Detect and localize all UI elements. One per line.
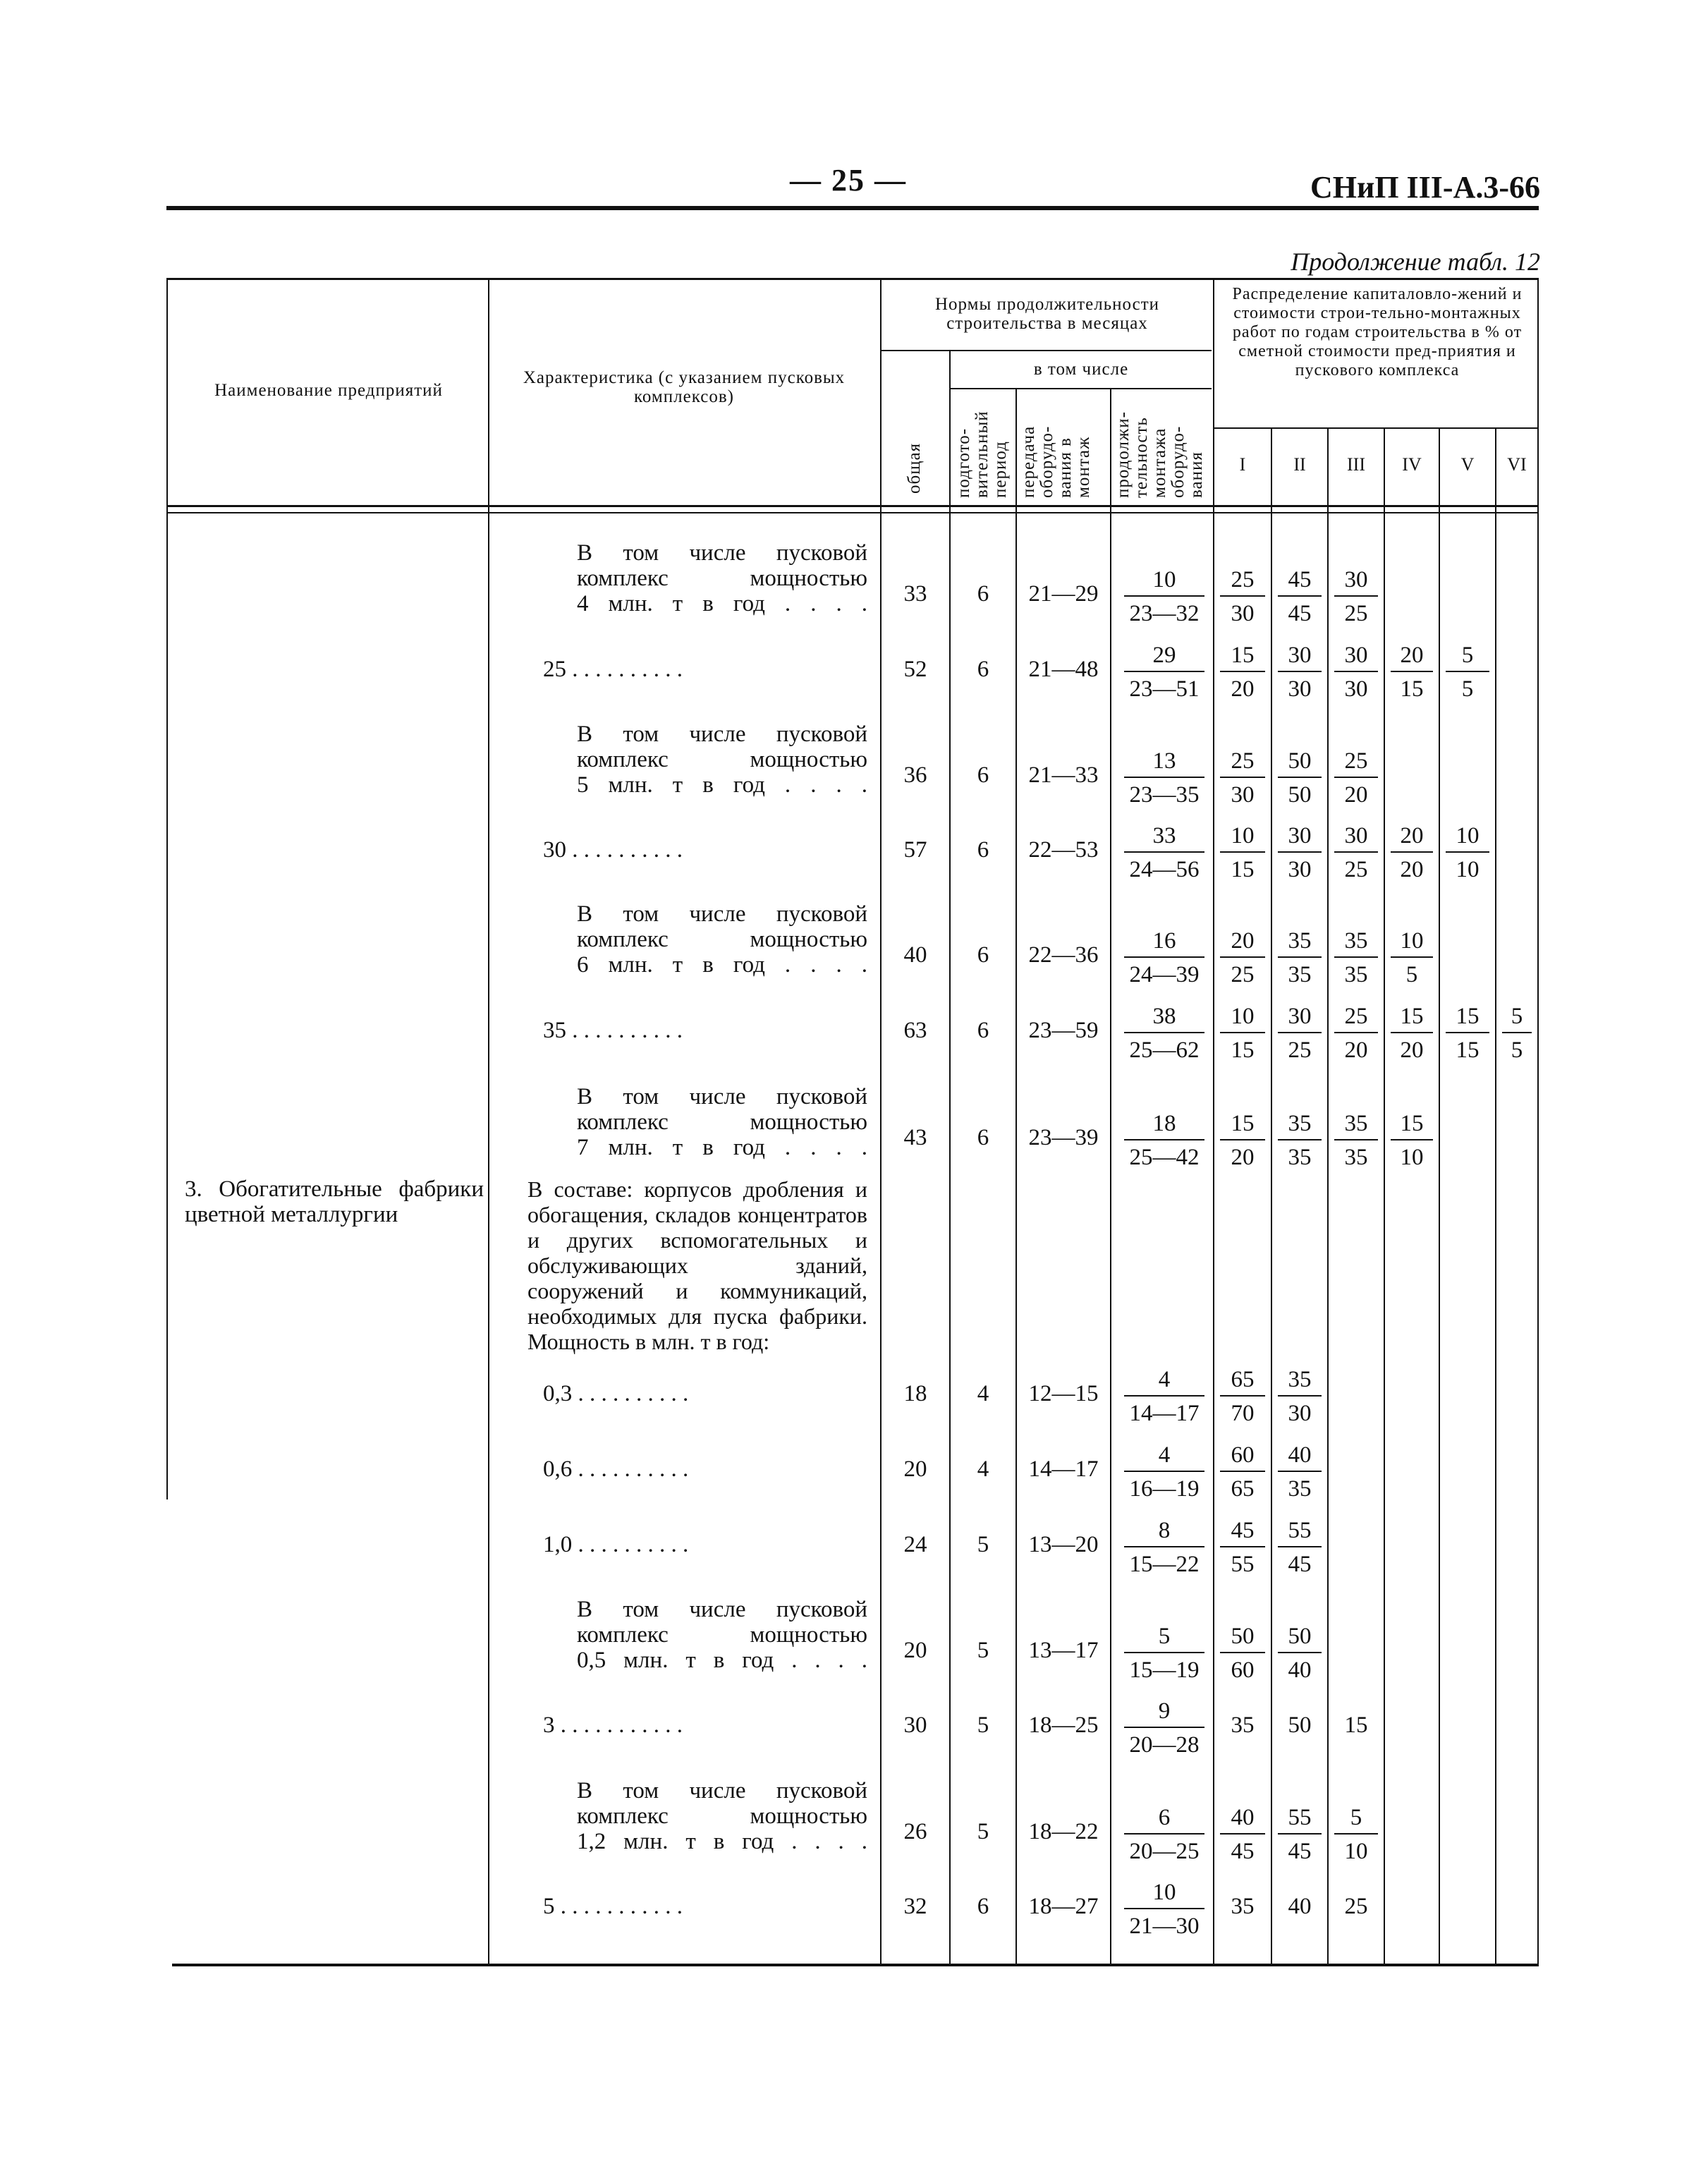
year-4-fraction — [1388, 640, 1436, 703]
year-2-plant: 50 — [1278, 1621, 1322, 1653]
year-2-plant: 35 — [1278, 925, 1322, 958]
transfer-value: 18—27 — [1028, 1894, 1099, 1919]
install-numerator: 29 — [1124, 640, 1204, 672]
header-transfer: передача оборудо-вания в монтаж — [1019, 425, 1093, 498]
year-5-fraction — [1443, 1001, 1492, 1064]
install-fraction — [1121, 1696, 1207, 1759]
year-2-value: 40 — [1288, 1894, 1312, 1919]
row-label: 1,0 . . . . . . . . . . — [543, 1532, 689, 1557]
total-value: 33 — [903, 581, 927, 607]
col-line-right — [1537, 279, 1539, 1966]
total-value: 30 — [903, 1712, 927, 1738]
install-fraction — [1121, 746, 1207, 809]
transfer-value: 14—17 — [1028, 1456, 1099, 1482]
header-rule — [166, 206, 1539, 210]
row-label-line: 6 млн. т в год . . . . — [577, 952, 867, 978]
year-2-plant: 30 — [1278, 1001, 1322, 1033]
year-4-plant: 20 — [1391, 820, 1433, 853]
distribution-sub-rule — [1214, 427, 1539, 429]
year-2-fraction — [1275, 1802, 1324, 1866]
prep-value: 6 — [977, 1125, 989, 1150]
year-1-plant: 60 — [1220, 1440, 1265, 1472]
year-4-plant: 10 — [1391, 925, 1433, 958]
transfer-value: 12—15 — [1028, 1381, 1099, 1406]
install-denominator: 15—19 — [1129, 1657, 1200, 1683]
including-sub-rule — [949, 388, 1212, 389]
col-line-transfer — [1110, 389, 1111, 1966]
row-label-line: 7 млн. т в год . . . . — [577, 1135, 867, 1160]
year-3-fraction — [1331, 1108, 1381, 1172]
year-1-complex: 65 — [1231, 1476, 1255, 1502]
page-number: — 25 — — [790, 163, 907, 197]
row-label-line: 1,2 млн. т в год . . . . — [577, 1829, 867, 1854]
year-1-fraction — [1217, 1108, 1268, 1172]
year-3-plant: 30 — [1334, 820, 1378, 853]
header-year-4: IV — [1402, 454, 1422, 475]
row-label-line: 0,5 млн. т в год . . . . — [577, 1648, 867, 1673]
install-denominator: 23—32 — [1129, 601, 1200, 626]
year-1-value: 35 — [1231, 1712, 1255, 1738]
install-numerator: 33 — [1124, 820, 1204, 853]
year-2-plant: 30 — [1278, 640, 1322, 672]
install-fraction — [1121, 1621, 1207, 1684]
year-3-fraction — [1331, 640, 1381, 703]
year-5-plant: 15 — [1446, 1001, 1489, 1033]
transfer-value: 21—48 — [1028, 657, 1099, 682]
install-denominator: 20—28 — [1129, 1732, 1200, 1758]
install-denominator: 24—39 — [1129, 962, 1200, 987]
year-3-fraction — [1331, 564, 1381, 628]
install-fraction — [1121, 925, 1207, 989]
header-norms: Нормы продолжительности строительства в месяцах — [934, 295, 1160, 333]
year-3-fraction — [1331, 1001, 1381, 1064]
row-label — [577, 1597, 867, 1673]
year-5-complex: 5 — [1461, 676, 1474, 702]
year-2-complex: 30 — [1288, 1401, 1312, 1426]
year-1-complex: 60 — [1231, 1657, 1255, 1683]
row-label-line: В том числе пусковой — [577, 901, 867, 927]
total-value: 18 — [903, 1381, 927, 1406]
year-1-complex: 30 — [1231, 601, 1255, 626]
transfer-value: 13—20 — [1028, 1532, 1099, 1557]
year-3-value: 25 — [1344, 1894, 1368, 1919]
year-3-plant: 30 — [1334, 640, 1378, 672]
year-1-plant: 45 — [1220, 1515, 1265, 1547]
year-6-complex: 5 — [1511, 1038, 1523, 1063]
total-value: 52 — [903, 657, 927, 682]
year-2-complex: 30 — [1288, 676, 1312, 702]
transfer-value: 18—25 — [1028, 1712, 1099, 1738]
year-2-plant: 35 — [1278, 1364, 1322, 1397]
year-1-complex: 15 — [1231, 1038, 1255, 1063]
section-3-name: 3. Обогатительные фабрики цветной металлургии — [185, 1176, 484, 1227]
install-denominator: 20—25 — [1129, 1839, 1200, 1864]
year-2-plant: 40 — [1278, 1440, 1322, 1472]
year-1-value: 35 — [1231, 1894, 1255, 1919]
install-numerator: 5 — [1124, 1621, 1204, 1653]
year-1-complex: 15 — [1231, 857, 1255, 882]
total-value: 43 — [903, 1125, 927, 1150]
prep-value: 4 — [977, 1456, 989, 1482]
year-4-fraction — [1388, 1108, 1436, 1172]
year-2-fraction — [1275, 1108, 1324, 1172]
total-value: 36 — [903, 762, 927, 788]
year-1-plant: 40 — [1220, 1802, 1265, 1835]
row-label-line: В том числе пусковой — [577, 1778, 867, 1803]
header-year-5: V — [1460, 454, 1475, 475]
prep-value: 6 — [977, 762, 989, 788]
install-fraction — [1121, 1877, 1207, 1940]
row-label-line: комплекс мощностью — [577, 566, 867, 591]
header-year-1: I — [1239, 454, 1246, 475]
header-characteristic: Характеристика (с указанием пусковых комплексов) — [523, 368, 846, 406]
transfer-value: 21—29 — [1028, 581, 1099, 607]
transfer-value: 18—22 — [1028, 1819, 1099, 1844]
year-1-plant: 10 — [1220, 1001, 1265, 1033]
year-4-fraction — [1388, 925, 1436, 989]
install-numerator: 4 — [1124, 1440, 1204, 1472]
year-2-complex: 35 — [1288, 1476, 1312, 1502]
row-label: 25 . . . . . . . . . . — [543, 657, 683, 682]
year-2-plant: 55 — [1278, 1802, 1322, 1835]
year-3-complex: 25 — [1344, 601, 1368, 626]
year-2-fraction — [1275, 1621, 1324, 1684]
year-3-fraction — [1331, 1802, 1381, 1866]
row-label — [577, 1084, 867, 1160]
row-label-line: комплекс мощностью — [577, 1109, 867, 1135]
year-5-plant: 10 — [1446, 820, 1489, 853]
row-label — [577, 901, 867, 978]
total-value: 20 — [903, 1456, 927, 1482]
year-1-fraction — [1217, 1001, 1268, 1064]
table-bottom-rule — [172, 1964, 1539, 1966]
prep-value: 6 — [977, 657, 989, 682]
header-distribution: Распределение капиталовло-жений и стоимости строи-тельно-монтажных работ по годам строительства в % от сметной стоимости пред-приятия и пускового комплекса — [1232, 285, 1523, 379]
year-3-plant: 25 — [1334, 1001, 1378, 1033]
year-4-complex: 15 — [1400, 676, 1424, 702]
install-numerator: 10 — [1124, 564, 1204, 597]
year-5-complex: 10 — [1456, 857, 1480, 882]
year-3-plant: 30 — [1334, 564, 1378, 597]
col-line-left — [166, 279, 168, 1499]
transfer-value: 21—33 — [1028, 762, 1099, 788]
year-2-complex: 45 — [1288, 1839, 1312, 1864]
year-1-fraction — [1217, 1440, 1268, 1503]
year-2-fraction — [1275, 925, 1324, 989]
install-denominator: 14—17 — [1129, 1401, 1200, 1426]
year-1-plant: 25 — [1220, 564, 1265, 597]
install-denominator: 25—62 — [1129, 1038, 1200, 1063]
year-1-fraction — [1217, 925, 1268, 989]
install-fraction — [1121, 1515, 1207, 1578]
year-1-fraction — [1217, 1621, 1268, 1684]
year-1-fraction — [1217, 746, 1268, 809]
year-1-fraction — [1217, 564, 1268, 628]
transfer-value: 23—59 — [1028, 1018, 1099, 1043]
install-numerator: 9 — [1124, 1696, 1204, 1728]
install-denominator: 25—42 — [1129, 1145, 1200, 1170]
row-label-line: 5 млн. т в год . . . . — [577, 772, 867, 798]
row-label: 5 . . . . . . . . . . . — [543, 1894, 683, 1919]
header-total: общая — [905, 442, 924, 494]
year-2-complex: 30 — [1288, 857, 1312, 882]
row-label: 35 . . . . . . . . . . — [543, 1018, 683, 1043]
install-denominator: 15—22 — [1129, 1552, 1200, 1577]
year-3-fraction — [1331, 925, 1381, 989]
transfer-value: 22—53 — [1028, 837, 1099, 863]
year-2-fraction — [1275, 640, 1324, 703]
year-1-complex: 25 — [1231, 962, 1255, 987]
install-numerator: 13 — [1124, 746, 1204, 778]
year-1-fraction — [1217, 1802, 1268, 1866]
year-1-complex: 20 — [1231, 676, 1255, 702]
transfer-value: 23—39 — [1028, 1125, 1099, 1150]
year-2-complex: 50 — [1288, 782, 1312, 808]
document-code: СНиП III-А.3-66 — [1310, 170, 1540, 205]
year-2-complex: 45 — [1288, 601, 1312, 626]
header-including: в том числе — [1033, 360, 1129, 379]
year-1-complex: 55 — [1231, 1552, 1255, 1577]
body-top-rule — [166, 512, 1539, 513]
install-denominator: 23—35 — [1129, 782, 1200, 808]
install-fraction — [1121, 1440, 1207, 1503]
install-numerator: 6 — [1124, 1802, 1204, 1835]
year-1-plant: 50 — [1220, 1621, 1265, 1653]
year-2-complex: 35 — [1288, 1145, 1312, 1170]
row-label: 30 . . . . . . . . . . — [543, 837, 683, 863]
header-install: продолжи-тельность монтажа оборудо-вания — [1114, 410, 1206, 498]
col-line-name — [488, 279, 489, 1966]
year-4-plant: 20 — [1391, 640, 1433, 672]
install-numerator: 8 — [1124, 1515, 1204, 1547]
row-label-line: комплекс мощностью — [577, 1803, 867, 1829]
year-1-plant: 65 — [1220, 1364, 1265, 1397]
install-fraction — [1121, 1108, 1207, 1172]
year-3-complex: 20 — [1344, 782, 1368, 808]
year-4-complex: 5 — [1405, 962, 1418, 987]
year-2-plant: 50 — [1278, 746, 1322, 778]
table-top-rule — [166, 278, 1539, 280]
year-4-complex: 10 — [1400, 1145, 1424, 1170]
year-3-fraction — [1331, 820, 1381, 884]
year-1-complex: 45 — [1231, 1839, 1255, 1864]
install-numerator: 16 — [1124, 925, 1204, 958]
year-3-plant: 35 — [1334, 1108, 1378, 1140]
year-2-plant: 30 — [1278, 820, 1322, 853]
year-2-complex: 35 — [1288, 962, 1312, 987]
install-denominator: 23—51 — [1129, 676, 1200, 702]
total-value: 57 — [903, 837, 927, 863]
year-3-complex: 30 — [1344, 676, 1368, 702]
install-fraction — [1121, 564, 1207, 628]
row-label-line: комплекс мощностью — [577, 1622, 867, 1648]
year-3-complex: 10 — [1344, 1839, 1368, 1864]
total-value: 20 — [903, 1638, 927, 1663]
year-3-complex: 20 — [1344, 1038, 1368, 1063]
year-1-plant: 20 — [1220, 925, 1265, 958]
total-value: 32 — [903, 1894, 927, 1919]
year-3-plant: 35 — [1334, 925, 1378, 958]
norms-sub-rule — [880, 350, 1212, 351]
header-bottom-rule — [166, 505, 1539, 507]
year-1-plant: 25 — [1220, 746, 1265, 778]
year-2-fraction — [1275, 1440, 1324, 1503]
prep-value: 6 — [977, 581, 989, 607]
row-label: 0,6 . . . . . . . . . . — [543, 1456, 689, 1482]
prep-value: 5 — [977, 1819, 989, 1844]
year-2-plant: 35 — [1278, 1108, 1322, 1140]
year-5-fraction — [1443, 640, 1492, 703]
year-3-plant: 25 — [1334, 746, 1378, 778]
year-2-fraction — [1275, 1364, 1324, 1428]
year-6-plant: 5 — [1502, 1001, 1532, 1033]
header-year-6: VI — [1507, 454, 1527, 475]
prep-value: 6 — [977, 942, 989, 968]
year-3-complex: 35 — [1344, 1145, 1368, 1170]
col-line-y3 — [1384, 427, 1385, 1966]
total-value: 26 — [903, 1819, 927, 1844]
prep-value: 5 — [977, 1712, 989, 1738]
row-label-line: В том числе пусковой — [577, 1597, 867, 1622]
year-2-fraction — [1275, 1001, 1324, 1064]
year-6-fraction — [1499, 1001, 1535, 1064]
year-1-complex: 20 — [1231, 1145, 1255, 1170]
year-2-fraction — [1275, 564, 1324, 628]
year-2-value: 50 — [1288, 1712, 1312, 1738]
prep-value: 6 — [977, 1018, 989, 1043]
year-4-plant: 15 — [1391, 1001, 1433, 1033]
row-label — [577, 722, 867, 798]
row-label: 3 . . . . . . . . . . . — [543, 1712, 683, 1738]
year-2-complex: 45 — [1288, 1552, 1312, 1577]
year-4-complex: 20 — [1400, 857, 1424, 882]
install-fraction — [1121, 640, 1207, 703]
year-2-plant: 45 — [1278, 564, 1322, 597]
year-5-plant: 5 — [1446, 640, 1489, 672]
row-label-line: комплекс мощностью — [577, 927, 867, 952]
install-numerator: 10 — [1124, 1877, 1204, 1909]
year-4-complex: 20 — [1400, 1038, 1424, 1063]
header-name: Наименование предприятий — [214, 381, 443, 400]
year-3-fraction — [1331, 746, 1381, 809]
row-label-line: 4 млн. т в год . . . . — [577, 591, 867, 616]
year-1-plant: 15 — [1220, 640, 1265, 672]
row-label — [577, 1778, 867, 1854]
col-line-y4 — [1439, 427, 1440, 1966]
prep-value: 6 — [977, 837, 989, 863]
year-5-fraction — [1443, 820, 1492, 884]
col-line-y5 — [1495, 427, 1496, 1966]
row-label — [577, 540, 867, 616]
install-fraction — [1121, 820, 1207, 884]
row-label-line: комплекс мощностью — [577, 747, 867, 772]
total-value: 24 — [903, 1532, 927, 1557]
install-numerator: 38 — [1124, 1001, 1204, 1033]
prep-value: 6 — [977, 1894, 989, 1919]
section-3-description: В составе: корпусов дробления и обогащения, складов концентратов и других вспомогательных и обслуживающих зданий, сооружений и коммуникаций, необходимых для пуска фабрики. Мощность в млн. т в год: — [527, 1176, 867, 1354]
install-fraction — [1121, 1802, 1207, 1866]
install-numerator: 18 — [1124, 1108, 1204, 1140]
year-2-complex: 40 — [1288, 1657, 1312, 1683]
year-2-plant: 55 — [1278, 1515, 1322, 1547]
table-continuation-label: Продолжение табл. 12 — [1291, 248, 1540, 276]
year-2-fraction — [1275, 1515, 1324, 1578]
year-2-fraction — [1275, 820, 1324, 884]
year-5-complex: 15 — [1456, 1038, 1480, 1063]
year-1-complex: 70 — [1231, 1401, 1255, 1426]
prep-value: 5 — [977, 1638, 989, 1663]
year-1-fraction — [1217, 640, 1268, 703]
total-value: 40 — [903, 942, 927, 968]
row-label-line: В том числе пусковой — [577, 540, 867, 566]
install-denominator: 21—30 — [1129, 1913, 1200, 1939]
year-4-plant: 15 — [1391, 1108, 1433, 1140]
year-4-fraction — [1388, 820, 1436, 884]
transfer-value: 13—17 — [1028, 1638, 1099, 1663]
year-3-complex: 35 — [1344, 962, 1368, 987]
year-2-fraction — [1275, 746, 1324, 809]
header-year-3: III — [1347, 454, 1365, 475]
install-denominator: 16—19 — [1129, 1476, 1200, 1502]
total-value: 63 — [903, 1018, 927, 1043]
header-year-2: II — [1293, 454, 1306, 475]
row-label-line: В том числе пусковой — [577, 722, 867, 747]
year-3-value: 15 — [1344, 1712, 1368, 1738]
year-1-plant: 15 — [1220, 1108, 1265, 1140]
year-3-complex: 25 — [1344, 857, 1368, 882]
year-1-complex: 30 — [1231, 782, 1255, 808]
year-3-plant: 5 — [1334, 1802, 1378, 1835]
prep-value: 4 — [977, 1381, 989, 1406]
year-2-complex: 25 — [1288, 1038, 1312, 1063]
header-prep: подгото-вительный период — [954, 410, 1010, 498]
year-1-fraction — [1217, 1515, 1268, 1578]
row-label-line: В том числе пусковой — [577, 1084, 867, 1109]
install-numerator: 4 — [1124, 1364, 1204, 1397]
year-4-fraction — [1388, 1001, 1436, 1064]
install-fraction — [1121, 1001, 1207, 1064]
prep-value: 5 — [977, 1532, 989, 1557]
year-1-fraction — [1217, 1364, 1268, 1428]
year-1-plant: 10 — [1220, 820, 1265, 853]
install-denominator: 24—56 — [1129, 857, 1200, 882]
transfer-value: 22—36 — [1028, 942, 1099, 968]
year-1-fraction — [1217, 820, 1268, 884]
row-label: 0,3 . . . . . . . . . . — [543, 1381, 689, 1406]
install-fraction — [1121, 1364, 1207, 1428]
